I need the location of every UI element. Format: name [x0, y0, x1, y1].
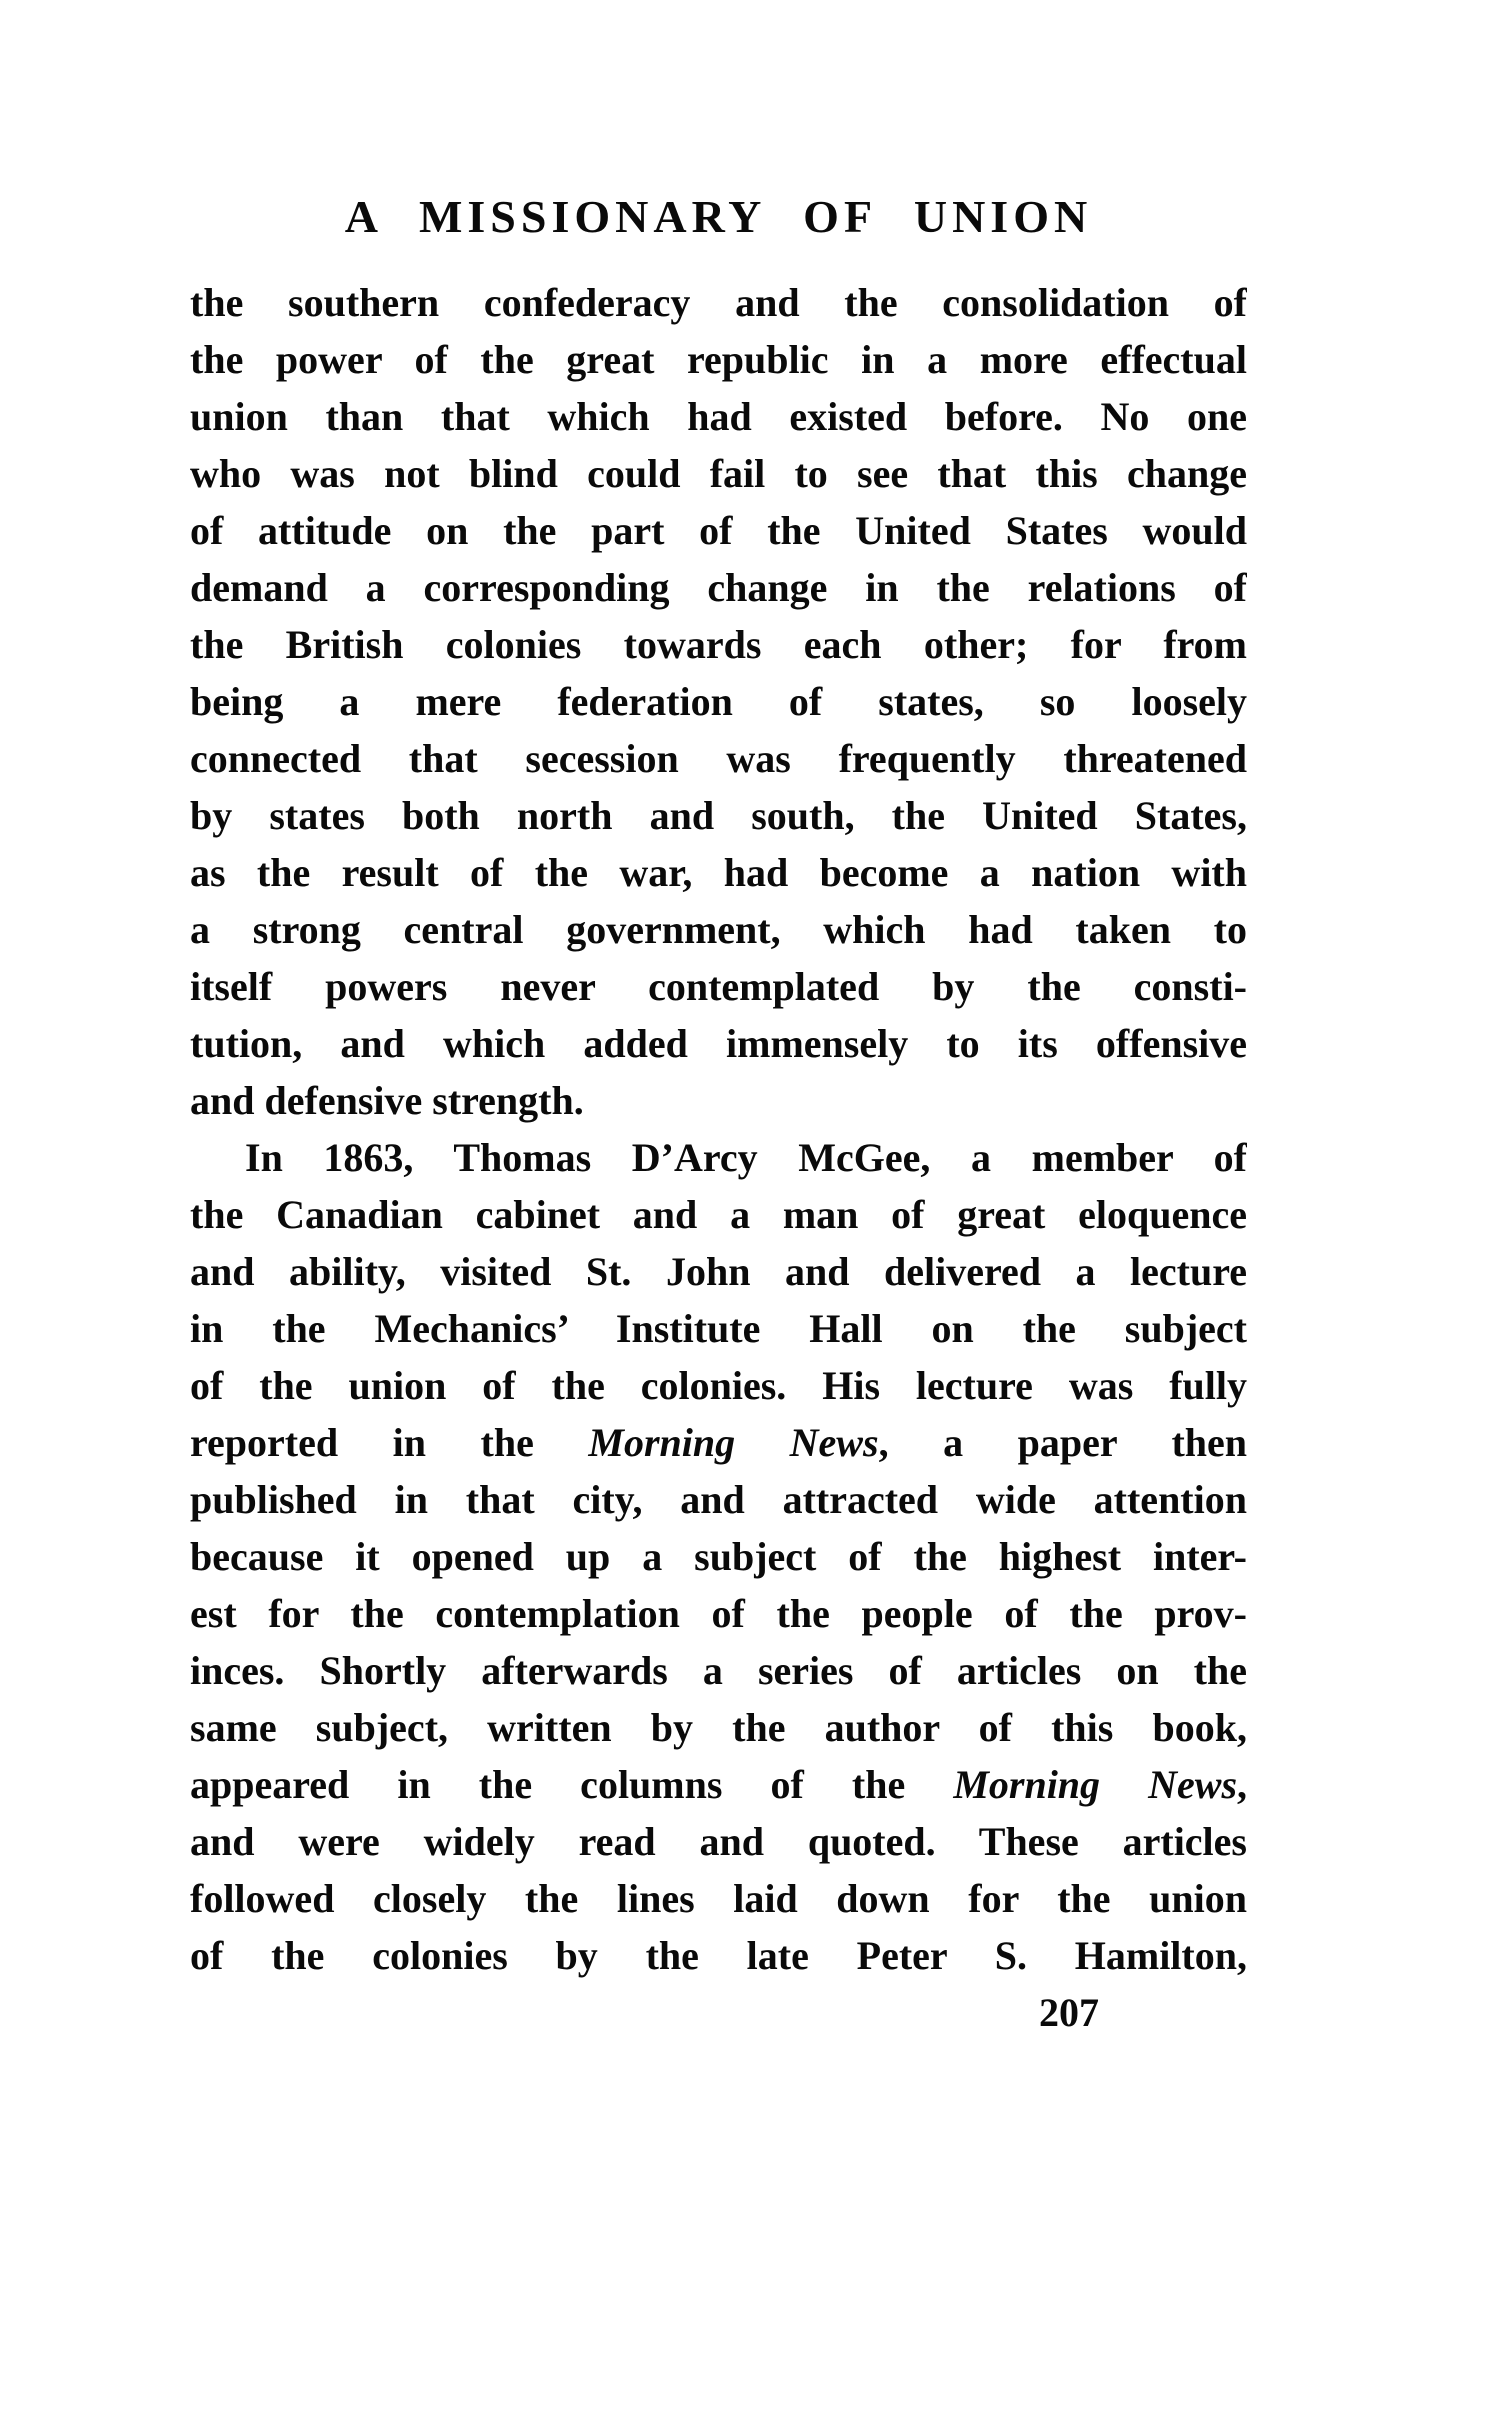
- text-segment: of the colonies by the late Peter S. Hamilton,: [190, 1933, 1247, 1978]
- text-line: [190, 616, 1247, 673]
- page-title: A MISSIONARY OF UNION: [344, 191, 1093, 242]
- text-segment: who was not blind could fail to see that this change: [190, 451, 1247, 496]
- text-line: [190, 1642, 1247, 1699]
- text-line: [190, 502, 1247, 559]
- text-line: [190, 559, 1247, 616]
- text-segment: itself powers never contemplated by the consti-: [190, 964, 1247, 1009]
- body-paragraph: [190, 1129, 1247, 1984]
- text-line: [190, 1015, 1247, 1072]
- text-line: [190, 1129, 1247, 1186]
- text-segment: the power of the great republic in a more effectual: [190, 337, 1247, 382]
- page-number: 207: [1039, 1990, 1099, 2035]
- page-number-row: [190, 1984, 1247, 2041]
- text-line: [190, 1471, 1247, 1528]
- italic-text: Morning News: [953, 1762, 1238, 1807]
- text-line: [190, 787, 1247, 844]
- text-segment: as the result of the war, had become a nation with: [190, 850, 1247, 895]
- text-segment: In 1863, Thomas D’Arcy McGee, a member of: [245, 1135, 1247, 1180]
- text-line: [190, 730, 1247, 787]
- text-line: [190, 1813, 1247, 1870]
- text-line: [190, 1243, 1247, 1300]
- text-line: [190, 958, 1247, 1015]
- text-segment: and ability, visited St. John and delivered a lecture: [190, 1249, 1247, 1294]
- text-segment: the Canadian cabinet and a man of great eloquence: [190, 1192, 1247, 1237]
- text-segment: demand a corresponding change in the relations of: [190, 565, 1247, 610]
- text-segment: tution, and which added immensely to its offensive: [190, 1021, 1247, 1066]
- text-segment: ,: [1237, 1762, 1247, 1807]
- text-segment: by states both north and south, the United States,: [190, 793, 1247, 838]
- text-segment: connected that secession was frequently threatened: [190, 736, 1247, 781]
- text-column: [190, 190, 1247, 2041]
- text-segment: a strong central government, which had taken to: [190, 907, 1247, 952]
- text-segment: the British colonies towards each other; for from: [190, 622, 1247, 667]
- text-line: [190, 844, 1247, 901]
- text-line: [190, 1072, 1247, 1129]
- text-line: [190, 445, 1247, 502]
- text-line: [190, 388, 1247, 445]
- text-line: [190, 1300, 1247, 1357]
- text-line: [190, 1927, 1247, 1984]
- text-segment: of the union of the colonies. His lecture was fully: [190, 1363, 1247, 1408]
- italic-text: Morning News: [588, 1420, 879, 1465]
- text-line: [190, 1699, 1247, 1756]
- text-segment: same subject, written by the author of this book,: [190, 1705, 1247, 1750]
- text-line: [190, 673, 1247, 730]
- text-segment: reported in the: [190, 1420, 589, 1465]
- text-segment: union than that which had existed before. No one: [190, 394, 1247, 439]
- body-paragraph: [190, 274, 1247, 1129]
- text-segment: because it opened up a subject of the highest inter-: [190, 1534, 1247, 1579]
- text-segment: est for the contemplation of the people of the prov-: [190, 1591, 1247, 1636]
- text-segment: of attitude on the part of the United States would: [190, 508, 1247, 553]
- text-line: [190, 1414, 1247, 1471]
- text-line: [190, 274, 1247, 331]
- text-line: [190, 1357, 1247, 1414]
- text-line: [190, 1585, 1247, 1642]
- text-segment: followed closely the lines laid down for the union: [190, 1876, 1247, 1921]
- text-line: [190, 331, 1247, 388]
- text-line: [190, 1870, 1247, 1927]
- text-segment: and were widely read and quoted. These articles: [190, 1819, 1247, 1864]
- text-line: [190, 901, 1247, 958]
- text-segment: and defensive strength.: [190, 1078, 584, 1123]
- text-segment: inces. Shortly afterwards a series of articles on the: [190, 1648, 1247, 1693]
- text-segment: published in that city, and attracted wide attention: [190, 1477, 1247, 1522]
- text-segment: in the Mechanics’ Institute Hall on the subject: [190, 1306, 1247, 1351]
- text-segment: , a paper then: [878, 1420, 1247, 1465]
- text-line: [190, 1756, 1247, 1813]
- text-line: [190, 1528, 1247, 1585]
- text-segment: being a mere federation of states, so loosely: [190, 679, 1247, 724]
- text-segment: the southern confederacy and the consolidation of: [190, 280, 1247, 325]
- body-text: [190, 274, 1247, 1984]
- text-segment: appeared in the columns of the: [190, 1762, 954, 1807]
- text-line: [190, 1186, 1247, 1243]
